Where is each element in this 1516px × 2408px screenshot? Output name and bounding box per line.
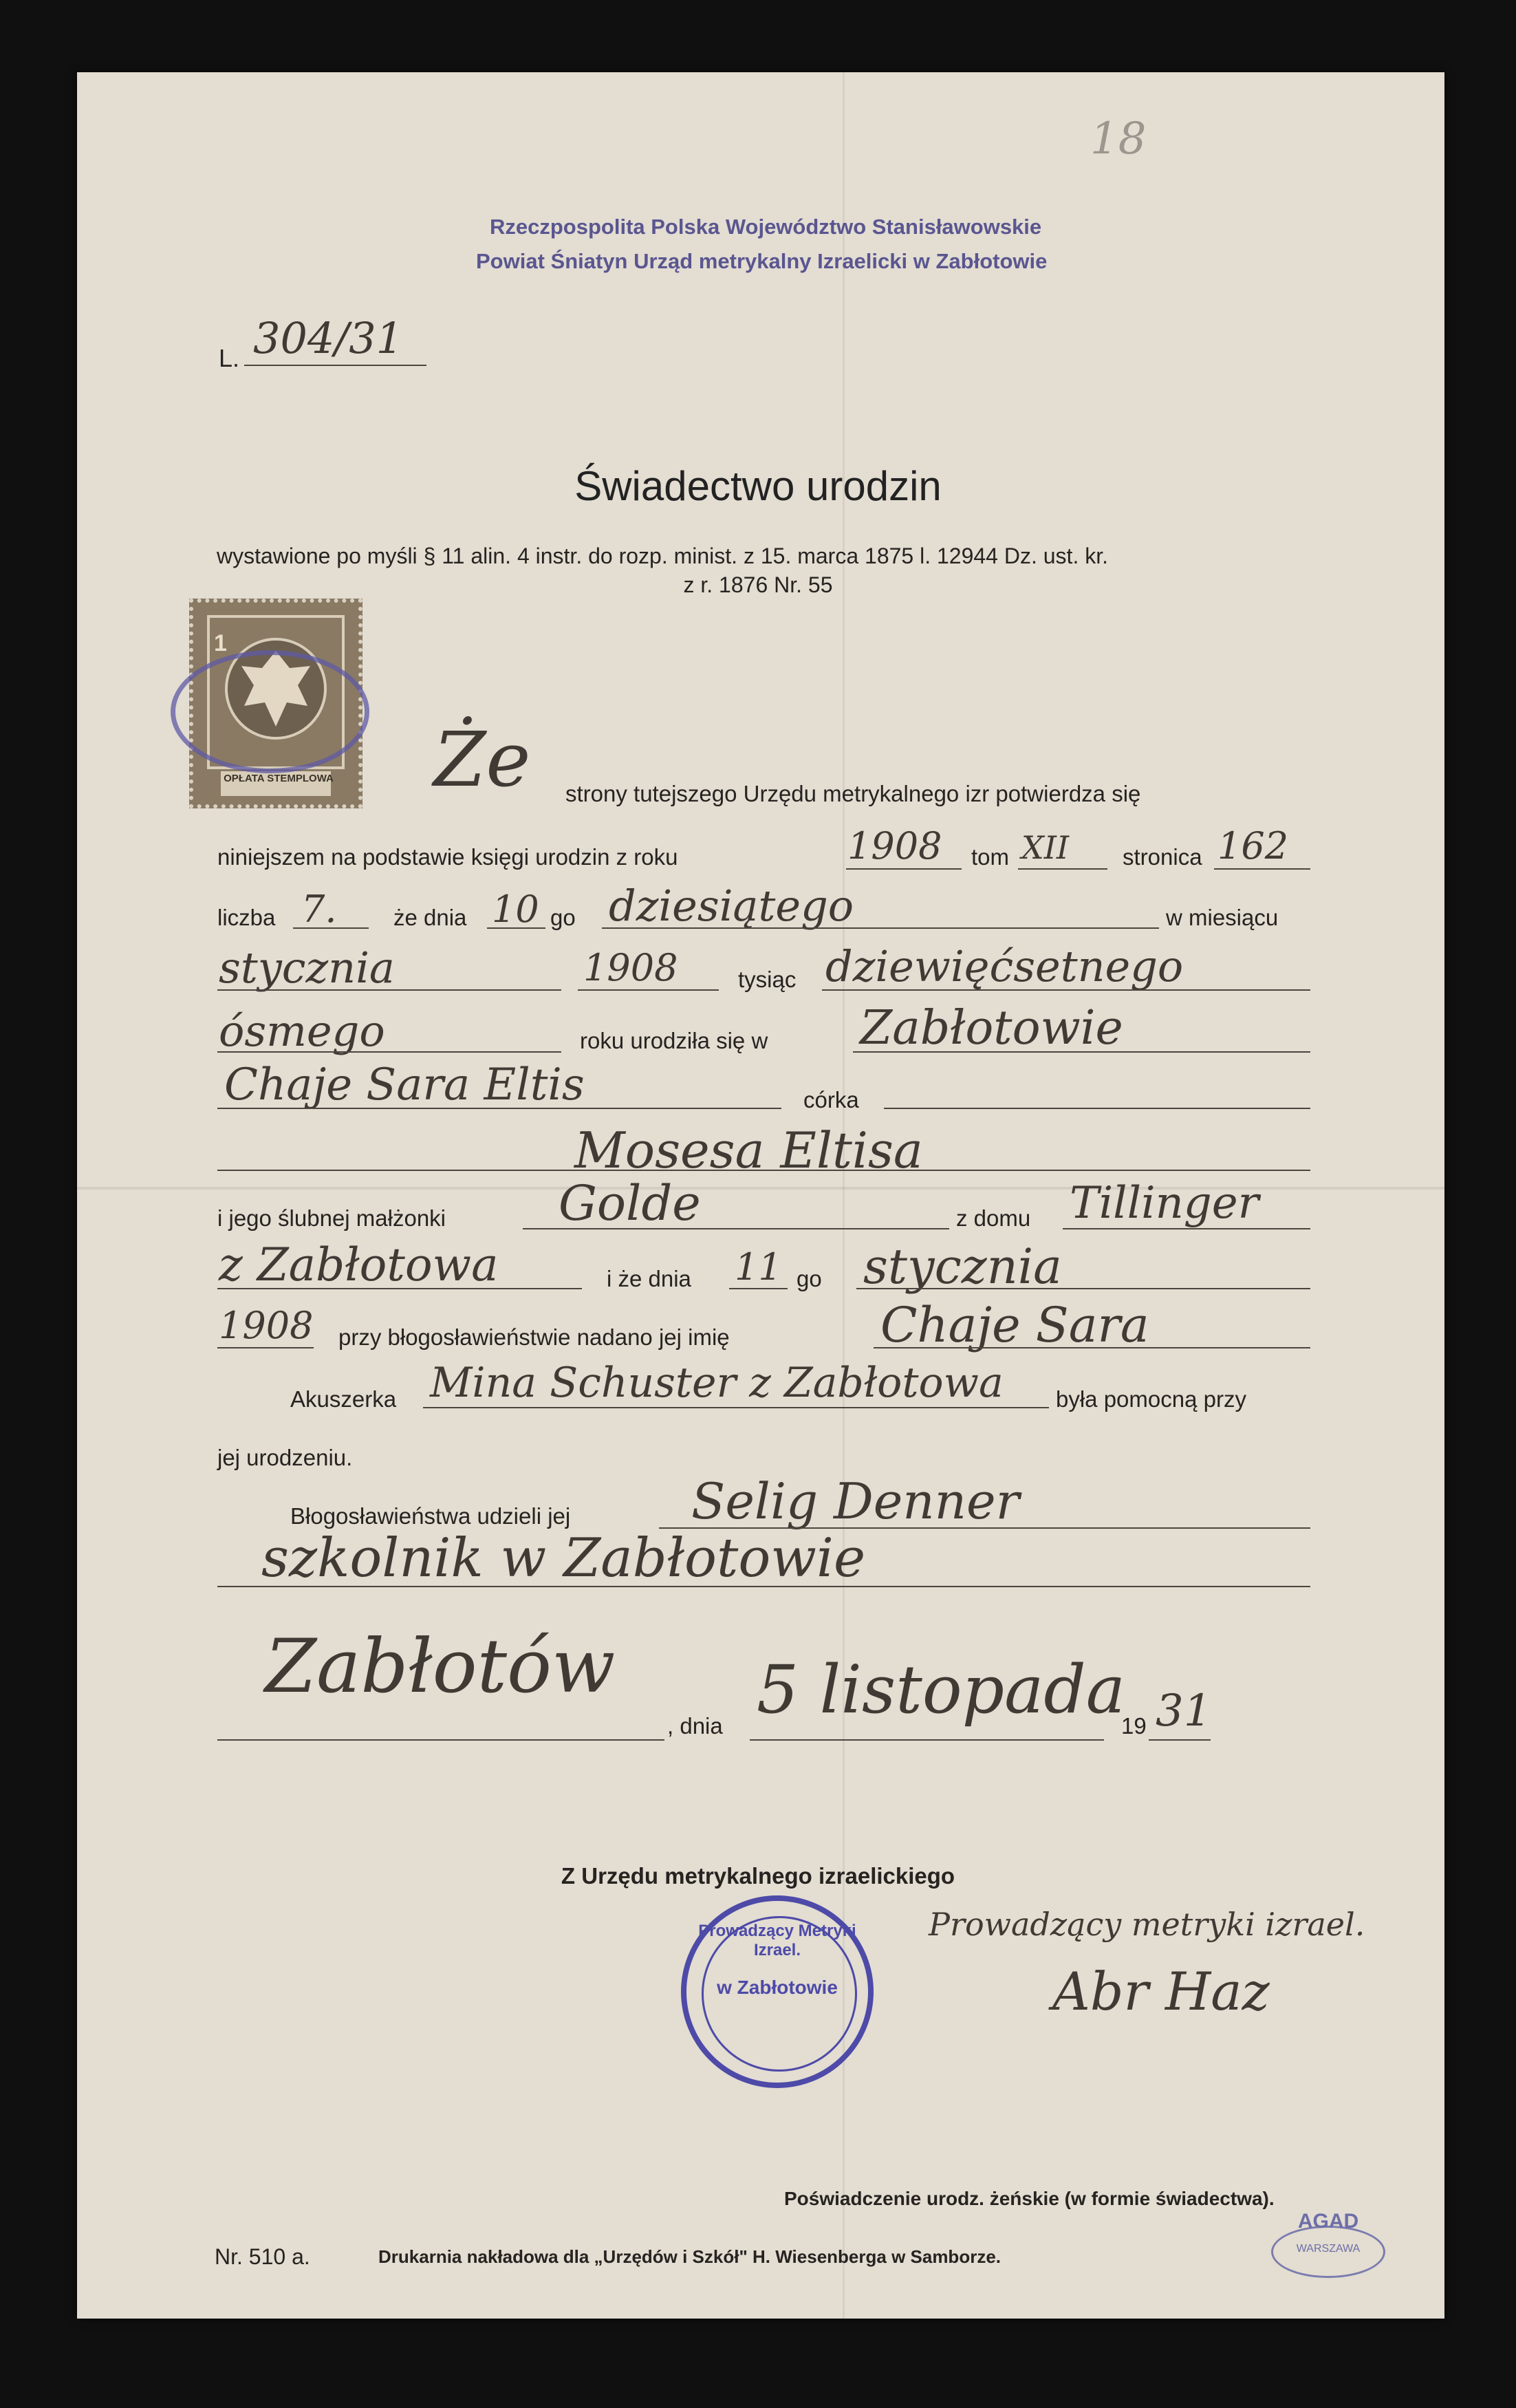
- register-year: 1908: [847, 824, 942, 868]
- month-label: w miesiącu: [1166, 905, 1279, 930]
- page-label: stronica: [1123, 844, 1202, 870]
- birth-assist-text: jej urodzeniu.: [217, 1445, 353, 1470]
- father-line: [217, 1170, 1310, 1171]
- handwritten-ze: Że: [433, 716, 531, 804]
- reference-prefix: L.: [219, 344, 240, 372]
- printer-line: Drukarnia nakładowa dla „Urzędów i Szkół" H. Wiesenberga w Samborze.: [378, 2246, 1001, 2267]
- birth-year-words-2: ósmego: [219, 1006, 385, 1056]
- naming-day: 11: [735, 1245, 782, 1289]
- liczba-value: 7.: [301, 888, 337, 931]
- origin-line: [217, 1288, 582, 1289]
- issue-year-suffix: 31: [1156, 1686, 1212, 1737]
- tom-label: tom: [971, 844, 1010, 870]
- father-name: Mosesa Eltisa: [574, 1121, 923, 1179]
- go-label: go: [550, 905, 576, 930]
- mother-label: i jego ślubnej małżonki: [217, 1205, 446, 1231]
- midwife-text: była pomocną przy: [1056, 1386, 1246, 1412]
- z-domu-label: z domu: [956, 1205, 1031, 1231]
- birthplace: Zabłotowie: [860, 1001, 1123, 1055]
- child-name-line: [217, 1108, 781, 1109]
- revenue-stamp-label: OPŁATA STEMPLOWA: [224, 773, 334, 784]
- birth-day-line: [487, 927, 545, 929]
- subtitle-line-1: wystawione po myśli § 11 alin. 4 instr. do rozp. minist. z 15. marca 1875 l. 12944 Dz. ust. kr.: [217, 544, 1108, 568]
- subtitle-line-2: z r. 1876 Nr. 55: [683, 572, 833, 597]
- issue-place-line: [217, 1739, 664, 1741]
- maiden-line: [1063, 1228, 1310, 1229]
- archive-stamp-top: AGAD: [1297, 2210, 1359, 2233]
- birth-year-line: [578, 989, 719, 991]
- naming-day-line: [729, 1288, 788, 1289]
- naming-year: 1908: [219, 1304, 314, 1347]
- birthplace-label: roku urodziła się w: [580, 1028, 768, 1053]
- naming-text: przy błogosławieństwie nadano jej imię: [338, 1324, 730, 1350]
- corka-label: córka: [803, 1087, 859, 1112]
- blessing-giver: Selig Denner: [691, 1472, 1020, 1530]
- mother-origin: z Zabłotowa: [219, 1238, 499, 1291]
- revenue-stamp-value-left: 1: [214, 630, 227, 656]
- mother-maiden-name: Tillinger: [1070, 1178, 1259, 1229]
- midwife-line: [423, 1407, 1049, 1408]
- mother-line: [523, 1228, 949, 1229]
- child-name: Chaje Sara Eltis: [224, 1060, 585, 1110]
- body-line-2-text: niniejszem na podstawie księgi urodzin z roku: [217, 844, 678, 870]
- naming-month-line: [856, 1288, 1310, 1289]
- page-value: 162: [1217, 824, 1289, 868]
- naming-year-line: [217, 1347, 314, 1348]
- document-title: Świadectwo urodzin: [574, 463, 942, 509]
- round-stamp-outer-text: Prowadzący Metryki Izrael.: [698, 1922, 856, 1959]
- issue-place: Zabłotów: [265, 1624, 616, 1710]
- ze-dnia-label: że dnia: [393, 905, 467, 930]
- round-stamp-inner-text: w Zabłotowie: [717, 1977, 838, 1998]
- office-line: Z Urzędu metrykalnego izraelickiego: [561, 1863, 955, 1889]
- office-stamp-line-2: Powiat Śniatyn Urząd metrykalny Izraelicki w Zabłotowie: [476, 249, 1048, 273]
- birth-year-words-1: dziewięćsetnego: [825, 941, 1184, 991]
- blessing-giver-role: szkolnik w Zabłotowie: [261, 1527, 866, 1589]
- corka-line: [884, 1108, 1310, 1109]
- cancellation-stamp: [171, 650, 369, 773]
- date-label: , dnia: [667, 1713, 723, 1739]
- liczba-label: liczba: [217, 905, 276, 930]
- issue-day-month-line: [750, 1739, 1104, 1741]
- birth-month: stycznia: [219, 943, 395, 993]
- given-name: Chaje Sara: [880, 1297, 1149, 1353]
- naming-day-label: i że dnia: [607, 1266, 691, 1291]
- pencil-archive-number: 18: [1090, 114, 1147, 164]
- archive-stamp: [1271, 2210, 1385, 2278]
- issue-day-month: 5 listopada: [757, 1651, 1126, 1728]
- reference-underline: [244, 365, 426, 366]
- birth-month-line: [217, 989, 561, 991]
- given-name-line: [874, 1347, 1310, 1348]
- midwife-name: Mina Schuster z Zabłotowa: [430, 1359, 1004, 1407]
- role-line: [217, 1586, 1310, 1587]
- tom-line: [1018, 868, 1107, 870]
- office-stamp-line-1: Rzeczpospolita Polska Województwo Stanisławowskie: [490, 215, 1042, 239]
- birth-day: 10: [492, 888, 539, 931]
- reference-number: 304/31: [253, 313, 404, 363]
- naming-go-label: go: [797, 1266, 822, 1291]
- blessing-label: Błogosławieństwa udzieli jej: [290, 1503, 571, 1529]
- birthplace-line: [853, 1051, 1310, 1053]
- tysiac-label: tysiąc: [738, 967, 797, 992]
- mother-name: Golde: [559, 1175, 701, 1232]
- issue-year-line: [1149, 1739, 1211, 1741]
- naming-month: stycznia: [863, 1238, 1062, 1295]
- issue-year-prefix: 19: [1121, 1713, 1147, 1739]
- body-line-1: strony tutejszego Urzędu metrykalnego izr potwierdza się: [565, 781, 1141, 806]
- birth-year-words-line-1: [822, 989, 1310, 991]
- birth-year-words-line-2: [217, 1051, 561, 1053]
- footer-note: Poświadczenie urodz. żeńskie (w formie świadectwa).: [784, 2188, 1275, 2209]
- midwife-label: Akuszerka: [290, 1386, 397, 1412]
- registrar-title: Prowadzący metryki izrael.: [929, 1906, 1365, 1943]
- register-year-line: [846, 868, 962, 870]
- tom-value: XII: [1021, 829, 1070, 866]
- archive-stamp-bottom: WARSZAWA: [1296, 2243, 1361, 2255]
- birth-day-words-line: [602, 927, 1159, 929]
- liczba-line: [293, 927, 369, 929]
- birth-day-words: dziesiątego: [609, 881, 854, 931]
- form-number: Nr. 510 a.: [215, 2244, 310, 2269]
- registrar-signature: Abr Haz: [1052, 1961, 1270, 2022]
- page-line: [1214, 868, 1310, 870]
- birth-year-digits: 1908: [583, 946, 678, 989]
- round-office-stamp: [681, 1895, 874, 2088]
